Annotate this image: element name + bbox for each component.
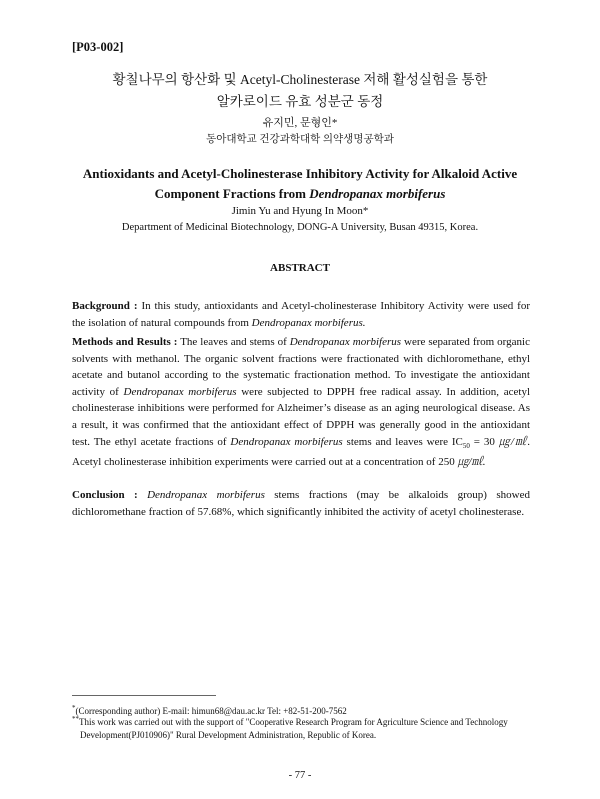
- methods-species-2: Dendropanax morbiferus: [123, 385, 237, 398]
- methods-unit-1: ㎍/㎖: [498, 435, 528, 448]
- page-number: - 77 -: [288, 770, 312, 781]
- footnote-1-text: (Corresponding author) E-mail: himun68@dau.ac.kr Tel: +82-51-200-7562: [75, 706, 347, 716]
- conclusion-label: Conclusion :: [72, 489, 138, 501]
- english-title-line-2: [70, 184, 530, 204]
- conclusion-species: Dendropanax morbiferus: [137, 489, 265, 501]
- english-authors: Jimin Yu and Hyung In Moon*: [231, 205, 369, 217]
- english-title-prefix: Component Fractions from: [154, 186, 310, 201]
- english-title-species: Dendropanax morbiferus: [309, 186, 446, 201]
- korean-title-line-2: 알카로이드 유효 성분군 동정: [216, 94, 384, 109]
- methods-text-7: .: [482, 456, 486, 469]
- methods-label: Methods and Results :: [72, 336, 178, 348]
- methods-text-4: stems and leaves were IC: [342, 435, 463, 448]
- background-text: In this study, antioxidants and Acetyl-cholinesterase Inhibitory Activity were used for the isolation of natural compounds from: [72, 300, 531, 329]
- background-label: Background :: [72, 300, 138, 312]
- abstract-heading: ABSTRACT: [270, 262, 330, 274]
- english-affiliation: Department of Medicinal Biotechnology, DONG-A University, Busan 49315, Korea.: [121, 222, 479, 233]
- korean-authors: 유지민, 문형인*: [262, 117, 338, 129]
- methods-text-1: The leaves and stems of: [177, 336, 290, 348]
- korean-title-line-1: 황칠나무의 항산화 및 Acetyl-Cholinesterase 저해 활성실험을 통한: [112, 72, 488, 87]
- background-paragraph: [72, 298, 530, 331]
- methods-unit-2: ㎍/㎖: [457, 456, 483, 469]
- methods-text-2: were separated from organic solvents with methanol. The organic solvent fractions were fractionated with dichloromethane, ethyl acetate and butanol according to the systematic fractionation method. To investigate the antioxidant activity of: [72, 336, 530, 398]
- methods-text-3: were subjected to DPPH free radical assay. In addition, acetyl cholinesterase inhibitions were performed for Alzheimer’s disease as an aging neurological disease. As a result, it was confirmed that the antioxidant effect of DPPH was generally good in the antioxidant test. The ethyl acetate fractions of: [72, 385, 530, 448]
- methods-text-6: . Acetyl cholinesterase inhibition experiments were carried out at a concentration of 250: [72, 435, 530, 469]
- methods-species-3: Dendropanax morbiferus: [230, 435, 343, 448]
- background-species: Dendropanax morbiferus.: [251, 316, 366, 329]
- footnote-2-text: This work was carried out with the support of "Cooperative Research Program for Agriculture Science and Technology Development(PJ010906)" Rural Development Administration, Republic of Korea.: [79, 717, 508, 740]
- korean-affiliation: 동아대학교 건강과학대학 의약생명공학과: [206, 134, 394, 145]
- abstract-code: [P03-002]: [72, 40, 124, 54]
- conclusion-paragraph: [72, 487, 530, 520]
- methods-text-5: = 30: [469, 435, 499, 448]
- footnote-1-mark: *: [72, 704, 76, 712]
- english-title-line-1: Antioxidants and Acetyl-Cholinesterase Inhibitory Activity for Alkaloid Active: [82, 166, 518, 181]
- conclusion-text: stems fractions (may be alkaloids group) showed dichloromethane fraction of 57.68%, which significantly inhibited the activity of acetyl cholinesterase.: [72, 489, 530, 518]
- methods-paragraph: [72, 334, 530, 471]
- ic50-subscript: 50: [462, 441, 470, 450]
- footnote-divider: [72, 695, 216, 696]
- footnote-2-mark: **: [72, 715, 79, 723]
- footnote-funding: [72, 713, 530, 741]
- methods-species-1: Dendropanax morbiferus: [289, 336, 402, 348]
